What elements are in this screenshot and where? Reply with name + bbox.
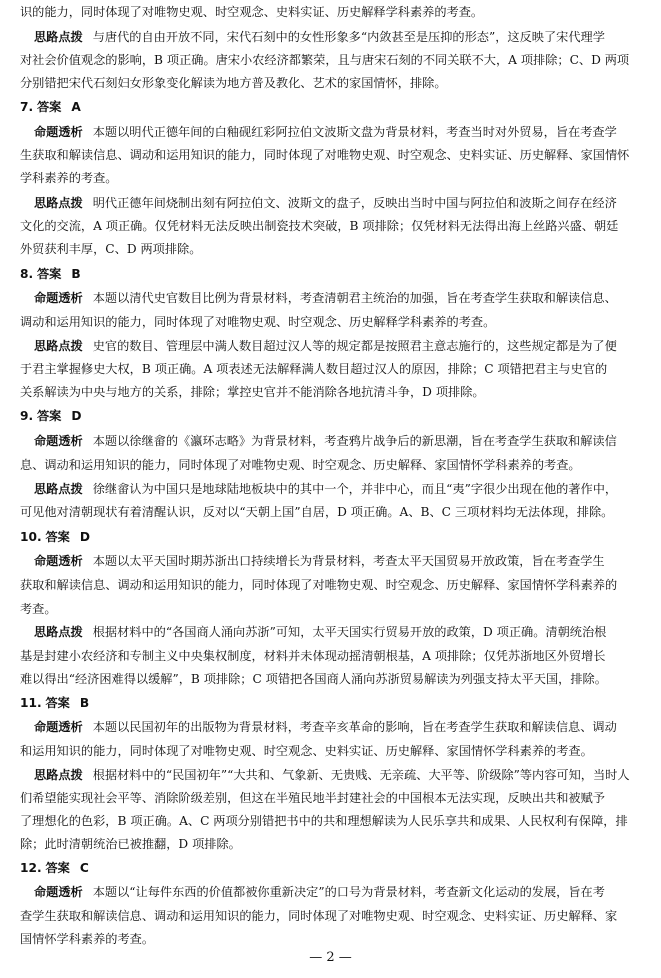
text-line: 查学生获取和解读信息、调动和运用知识的能力，同时体现了对唯物史观、时空观念、史料实证、历史解释、家	[20, 909, 618, 923]
hint-label: 思路点拨	[34, 30, 83, 44]
hint-line: 思路点拨 史官的数目、管理层中满人数目超过汉人等的规定都是按照君主意志施行的，这些规定都是为了便	[34, 339, 617, 353]
text-line: 外贸获利丰厚，C、D 两项排除。	[20, 242, 202, 256]
text-line: 对社会价值观念的影响，B 项正确。唐宋小农经济都繁荣，且与唐宋石刻的不同关联不大，A 项排除；C、D 两项	[20, 53, 630, 67]
text-line: 了理想化的色彩，B 项正确。A、C 两项分别错把书中的共和理想解读为人民乐享共和成果、人民权利有保障，排	[20, 814, 628, 828]
text-line: 难以得出“经济困难得以缓解”，B 项排除；C 项错把各国商人涌向苏浙贸易解读为列强支持太平天国，排除。	[20, 672, 607, 686]
hint-line: 思路点拨 根据材料中的“各国商人涌向苏浙”可知，太平天国实行贸易开放的政策，D 项正确。清朝统治根	[34, 625, 607, 639]
text-line: 学科素养的考查。	[20, 171, 118, 185]
hint-label: 思路点拨	[34, 482, 83, 496]
text-line: 识的能力，同时体现了对唯物史观、时空观念、史料实证、历史解释学科素养的考查。	[20, 5, 484, 19]
analysis-label: 命题透析	[34, 125, 83, 139]
analysis-line: 命题透析 本题以太平天国时期苏浙出口持续增长为背景材料，考查太平天国贸易开放政策，旨在考查学生	[34, 554, 605, 568]
answer-heading-7: 7. 答案 A	[20, 100, 81, 114]
text-line: 国情怀学科素养的考查。	[20, 932, 155, 946]
text-line: 息、调动和运用知识的能力，同时体现了对唯物史观、时空观念、历史解释、家国情怀学科素养的考查。	[20, 458, 581, 472]
text-line: 获取和解读信息、调动和运用知识的能力，同时体现了对唯物史观、时空观念、历史解释、家国情怀学科素养的	[20, 578, 618, 592]
text-line: 基是封建小农经济和专制主义中央集权制度，材料并未体现动摇清朝根基，A 项排除；仅凭苏浙地区外贸增长	[20, 649, 606, 663]
analysis-line: 命题透析 本题以清代史官数目比例为背景材料，考查清朝君主统治的加强，旨在考查学生获取和解读信息、	[34, 291, 617, 305]
hint-label: 思路点拨	[34, 196, 83, 210]
hint-label: 思路点拨	[34, 339, 83, 353]
analysis-label: 命题透析	[34, 554, 83, 568]
analysis-line: 命题透析 本题以徐继畲的《瀛环志略》为背景材料，考查鸦片战争后的新思潮，旨在考查学生获取和解读信	[34, 434, 617, 448]
hint-line: 思路点拨 根据材料中的“民国初年”“大共和、气象新、无贵贱、无亲疏、大平等、阶级除”等内容可知，当时人	[34, 768, 630, 782]
text-line: 关系解读为中央与地方的关系，排除；掌控史官并不能消除各地抗清斗争，D 项排除。	[20, 385, 485, 399]
hint-label: 思路点拨	[34, 625, 83, 639]
analysis-line: 命题透析 本题以“让每件东西的价值都被你重新决定”的口号为背景材料，考查新文化运动的发展，旨在考	[34, 885, 605, 899]
text-line: 生获取和解读信息、调动和运用知识的能力，同时体现了对唯物史观、时空观念、史料实证、历史解释、家国情怀	[20, 148, 630, 162]
analysis-line: 命题透析 本题以明代正德年间的白釉砚红彩阿拉伯文波斯文盘为背景材料，考查当时对外贸易，旨在考查学	[34, 125, 617, 139]
text-line: 于君主掌握修史大权，B 项正确。A 项表述无法解释满人数目超过汉人的原因，排除；C 项错把君主与史官的	[20, 362, 608, 376]
page-number: — 2 —	[309, 950, 352, 965]
analysis-line: 命题透析 本题以民国初年的出版物为背景材料，考查辛亥革命的影响，旨在考查学生获取和解读信息、调动	[34, 720, 617, 734]
text-line: 考查。	[20, 602, 57, 616]
answer-heading-10: 10. 答案 D	[20, 530, 90, 544]
hint-label: 思路点拨	[34, 768, 83, 782]
analysis-label: 命题透析	[34, 885, 83, 899]
analysis-label: 命题透析	[34, 434, 83, 448]
analysis-label: 命题透析	[34, 720, 83, 734]
text-line: 除；此时清朝统治已被推翻，D 项排除。	[20, 837, 241, 851]
analysis-label: 命题透析	[34, 291, 83, 305]
text-line: 可见他对清朝现状有着清醒认识，反对以“天朝上国”自居，D 项正确。A、B、C 三项材料均无法体现，排除。	[20, 505, 614, 519]
answer-heading-8: 8. 答案 B	[20, 267, 81, 281]
hint-line: 思路点拨 徐继畲认为中国只是地球陆地板块中的其中一个，并非中心，而且“夷”字很少出现在他的著作中，	[34, 482, 618, 496]
text-line: 和运用知识的能力，同时体现了对唯物史观、时空观念、史料实证、历史解释、家国情怀学科素养的考查。	[20, 744, 593, 758]
answer-heading-9: 9. 答案 D	[20, 409, 82, 423]
answer-heading-12: 12. 答案 C	[20, 861, 89, 875]
text-line: 们希望能实现社会平等、消除阶级差别，但这在半殖民地半封建社会的中国根本无法实现，反映出共和被赋予	[20, 791, 605, 805]
text-line: 分别错把宋代石刻妇女形象变化解读为地方普及教化、艺术的家国情怀，排除。	[20, 76, 447, 90]
answer-heading-11: 11. 答案 B	[20, 696, 90, 710]
hint-line: 思路点拨 与唐代的自由开放不同，宋代石刻中的女性形象多“内敛甚至是压抑的形态”，这反映了宋代理学	[34, 30, 605, 44]
text-line: 文化的交流，A 项正确。仅凭材料无法反映出制瓷技术突破，B 项排除；仅凭材料无法得出海上丝路兴盛、朝廷	[20, 219, 619, 233]
text-line: 调动和运用知识的能力，同时体现了对唯物史观、时空观念、历史解释学科素养的考查。	[20, 315, 496, 329]
hint-line: 思路点拨 明代正德年间烧制出刻有阿拉伯文、波斯文的盘子，反映出当时中国与阿拉伯和波斯之间存在经济	[34, 196, 617, 210]
